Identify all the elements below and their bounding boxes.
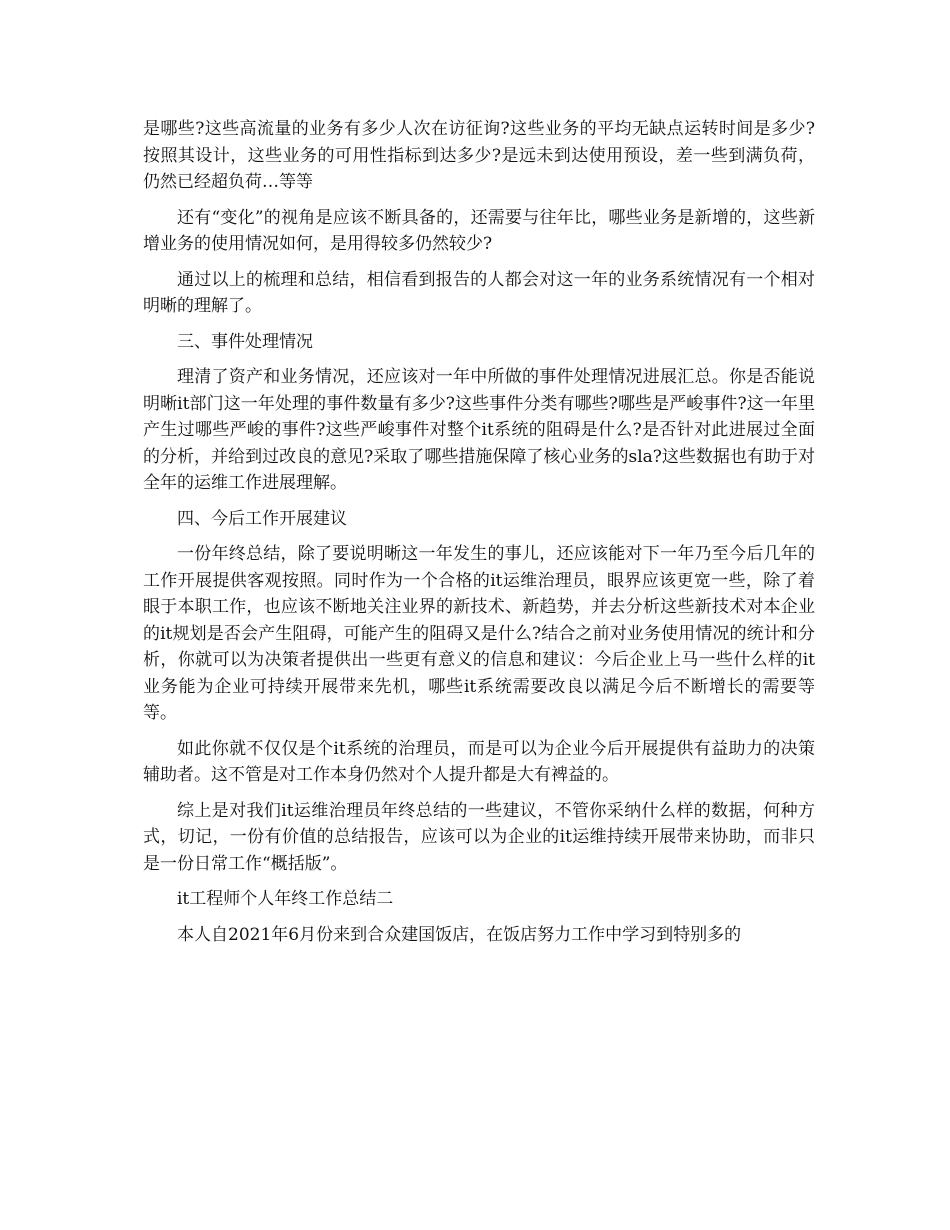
- document-body: [143, 116, 815, 957]
- section-heading: 三、事件处理情况: [177, 331, 313, 352]
- section-heading: it工程师个人年终工作总结二: [177, 889, 394, 909]
- paragraph: 本人自2021年6月份来到合众建国饭店，在饭店努力工作中学习到特别多的: [177, 924, 742, 945]
- paragraph: 综上是对我们it运维治理员年终总结的一些建议，不管你采纳什么样的数据，何种方式，切记，一份有价值的总结报告，应该可以为企业的it运维持续开展带来协助，而非只是一份日常工作“概括版”。: [143, 800, 815, 874]
- paragraph: 通过以上的梳理和总结，相信看到报告的人都会对这一年的业务系统情况有一个相对明晰的理解了。: [143, 269, 815, 316]
- paragraph-continued: 是哪些?这些高流量的业务有多少人次在访征询?这些业务的平均无缺点运转时间是多少?按照其设计，这些业务的可用性指标到达多少?是远未到达使用预设，差一些到满负荷，仍然已经超负荷…等等: [143, 119, 815, 192]
- paragraph: 如此你就不仅仅是个it系统的治理员，而是可以为企业今后开展提供有益助力的决策辅助者。这不管是对工作本身仍然对个人提升都是大有裨益的。: [143, 738, 815, 785]
- paragraph: 一份年终总结，除了要说明晰这一年发生的事儿，还应该能对下一年乃至今后几年的工作开展提供客观按照。同时作为一个合格的it运维治理员，眼界应该更宽一些，除了着眼于本职工作，也应该不断地关注业界的新技术、新趋势，并去分析这些新技术对本企业的it规划是否会产生阻碍，可能产生的阻碍又是什么?结合之前对业务使用情况的统计和分析，你就可以为决策者提供出一些更有意义的信息和建议：今后企业上马一些什么样的it业务能为企业可持续开展带来先机，哪些it系统需要改良以满足今后不断增长的需要等等。: [143, 544, 815, 723]
- paragraph: 理清了资产和业务情况，还应该对一年中所做的事件处理情况进展汇总。你是否能说明晰it部门这一年处理的事件数量有多少?这些事件分类有哪些?哪些是严峻事件?这一年里产生过哪些严峻的事件?这些严峻事件对整个it系统的阻碍是什么?是否针对此进展过全面的分析，并给到过改良的意见?采取了哪些措施保障了核心业务的sla?这些数据也有助于对全年的运维工作进展理解。: [143, 367, 815, 493]
- paragraph: 还有“变化”的视角是应该不断具备的，还需要与往年比，哪些业务是新增的，这些新增业务的使用情况如何，是用得较多仍然较少?: [143, 207, 815, 254]
- section-heading: 四、今后工作开展建议: [177, 508, 347, 529]
